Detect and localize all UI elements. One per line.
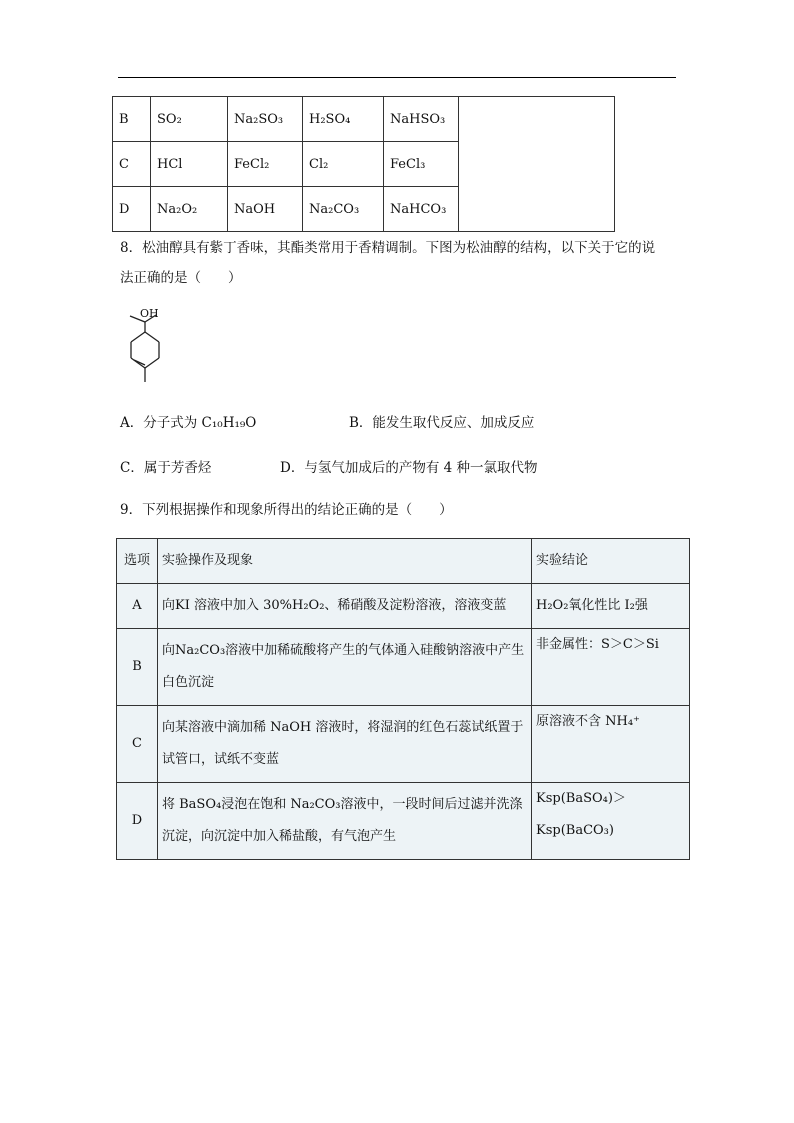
cell: Na₂SO₃ bbox=[228, 97, 303, 142]
row-operation: 将 BaSO₄浸泡在饱和 Na₂CO₃溶液中，一段时间后过滤并洗涤沉淀，向沉淀中加入稀盐酸，有气泡产生 bbox=[158, 783, 532, 860]
table-row bbox=[117, 783, 690, 860]
cell: Na₂O₂ bbox=[151, 187, 228, 232]
table-row bbox=[117, 706, 690, 783]
row-conclusion: H₂O₂氧化性比 I₂强 bbox=[532, 584, 690, 629]
cell: NaOH bbox=[228, 187, 303, 232]
row-key: B bbox=[117, 629, 158, 706]
cell: Cl₂ bbox=[303, 142, 384, 187]
cell: Na₂CO₃ bbox=[303, 187, 384, 232]
row-key: D bbox=[117, 783, 158, 860]
row-key: A bbox=[117, 584, 158, 629]
table-header-row bbox=[117, 539, 690, 584]
row-operation: 向某溶液中滴加稀 NaOH 溶液时，将湿润的红色石蕊试纸置于试管口，试纸不变蓝 bbox=[158, 706, 532, 783]
experiment-table bbox=[116, 538, 690, 860]
q9-stem: 9．下列根据操作和现象所得出的结论正确的是（ ） bbox=[120, 502, 453, 518]
header-operation: 实验操作及现象 bbox=[158, 539, 532, 584]
table-row bbox=[113, 97, 615, 142]
q8-option-b: B．能发生取代反应、加成反应 bbox=[349, 415, 535, 431]
q8-option-d: D．与氢气加成后的产物有 4 种一氯取代物 bbox=[280, 460, 538, 476]
row-label: B bbox=[113, 97, 151, 142]
header-rule bbox=[118, 77, 676, 78]
q8-stem-line2: 法正确的是（ ） bbox=[120, 270, 242, 286]
table-row bbox=[117, 584, 690, 629]
empty-merged-cell bbox=[459, 97, 615, 232]
row-label: D bbox=[113, 187, 151, 232]
row-conclusion: Ksp(BaSO₄)＞Ksp(BaCO₃) bbox=[532, 783, 690, 860]
cell: H₂SO₄ bbox=[303, 97, 384, 142]
row-conclusion: 非金属性：S＞C＞Si bbox=[532, 629, 690, 706]
q8-stem-line1: 8．松油醇具有紫丁香味，其酯类常用于香精调制。下图为松油醇的结构，以下关于它的说 bbox=[120, 240, 656, 256]
header-key: 选项 bbox=[117, 539, 158, 584]
row-operation: 向KI 溶液中加入 30%H₂O₂、稀硝酸及淀粉溶液，溶液变蓝 bbox=[158, 584, 532, 629]
row-key: C bbox=[117, 706, 158, 783]
table-row bbox=[117, 629, 690, 706]
row-label: C bbox=[113, 142, 151, 187]
cell: SO₂ bbox=[151, 97, 228, 142]
header-conclusion: 实验结论 bbox=[532, 539, 690, 584]
options-table bbox=[112, 96, 615, 232]
row-conclusion: 原溶液不含 NH₄⁺ bbox=[532, 706, 690, 783]
q8-option-c: C．属于芳香烃 bbox=[120, 460, 212, 476]
terpineol-structure bbox=[118, 306, 178, 388]
cell: HCl bbox=[151, 142, 228, 187]
cell: NaHSO₃ bbox=[384, 97, 459, 142]
structure-oh-label: OH bbox=[140, 307, 159, 320]
cell: FeCl₂ bbox=[228, 142, 303, 187]
cell: NaHCO₃ bbox=[384, 187, 459, 232]
row-operation: 向Na₂CO₃溶液中加稀硫酸将产生的气体通入硅酸钠溶液中产生白色沉淀 bbox=[158, 629, 532, 706]
q8-option-a: A．分子式为 C₁₀H₁₉O bbox=[120, 415, 257, 431]
cell: FeCl₃ bbox=[384, 142, 459, 187]
